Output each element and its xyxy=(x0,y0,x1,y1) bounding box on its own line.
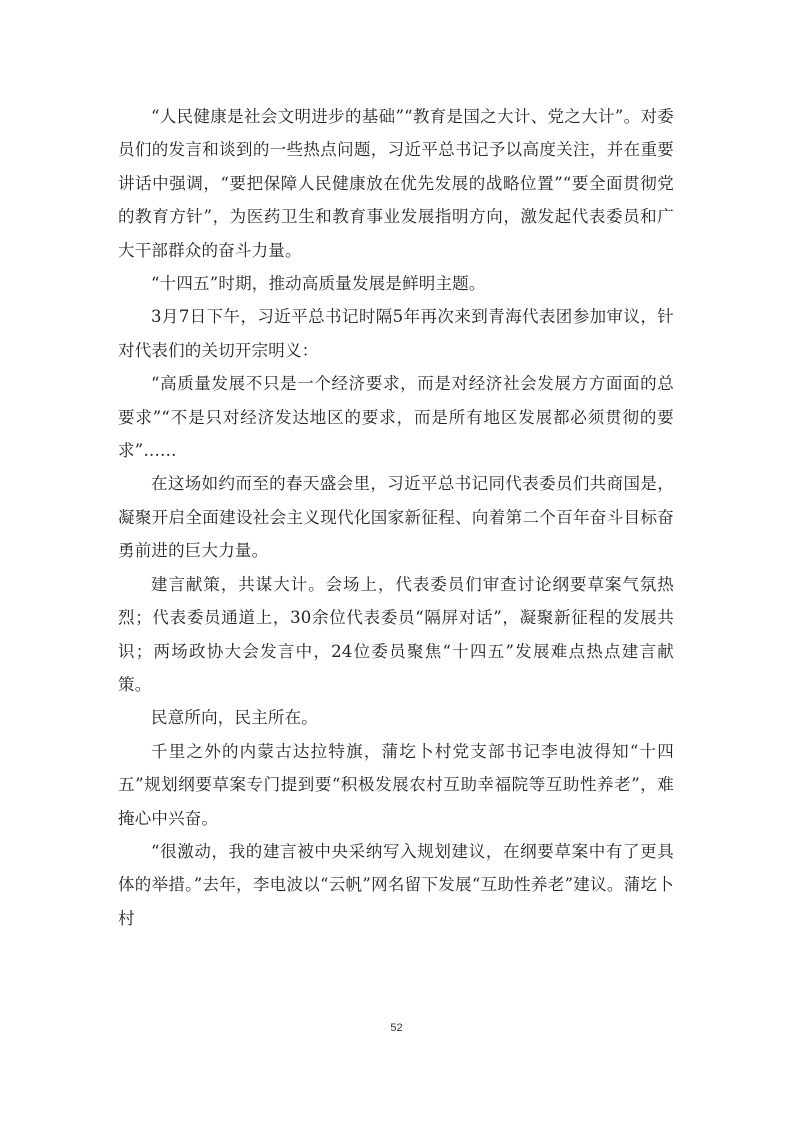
paragraph: 在这场如约而至的春天盛会里，习近平总书记同代表委员们共商国是，凝聚开启全面建设社会主义现代化国家新征程、向着第二个百年奋斗目标奋勇前进的巨大力量。 xyxy=(118,474,674,561)
paragraph: 建言献策，共谋大计。会场上，代表委员们审查讨论纲要草案气氛热烈；代表委员通道上，30余位代表委员“隔屏对话”，凝聚新征程的发展共识；两场政协大会发言中，24位委员聚焦“十四五”发展难点热点建言献策。 xyxy=(118,574,674,694)
paragraph: “很激动，我的建言被中央采纳写入规划建议，在纲要草案中有了更具体的举措。”去年，李电波以“云帆”网名留下发展“互助性养老”建议。蒲圪卜村 xyxy=(118,841,674,928)
paragraph: 3月7日下午，习近平总书记时隔5年再次来到青海代表团参加审议，针对代表们的关切开宗明义： xyxy=(118,307,674,360)
paragraph: “十四五”时期，推动高质量发展是鲜明主题。 xyxy=(151,274,486,294)
paragraph: 千里之外的内蒙古达拉特旗，蒲圪卜村党支部书记李电波得知“十四五”规划纲要草案专门提到要“积极发展农村互助幸福院等互助性养老”，难掩心中兴奋。 xyxy=(118,741,674,828)
page-number: 52 xyxy=(390,1022,403,1034)
paragraph: 民意所向，民主所在。 xyxy=(151,708,318,728)
body-text xyxy=(118,100,674,935)
paragraph: “人民健康是社会文明进步的基础”“教育是国之大计、党之大计”。对委员们的发言和谈到的一些热点问题，习近平总书记予以高度关注，并在重要讲话中强调，“要把保障人民健康放在优先发展的战略位置”“要全面贯彻党的教育方针”，为医药卫生和教育事业发展指明方向，激发起代表委员和广大干部群众的奋斗力量。 xyxy=(118,107,674,260)
paragraph: “高质量发展不只是一个经济要求，而是对经济社会发展方方面面的总要求”“不是只对经济发达地区的要求，而是所有地区发展都必须贯彻的要求”…… xyxy=(118,374,674,461)
